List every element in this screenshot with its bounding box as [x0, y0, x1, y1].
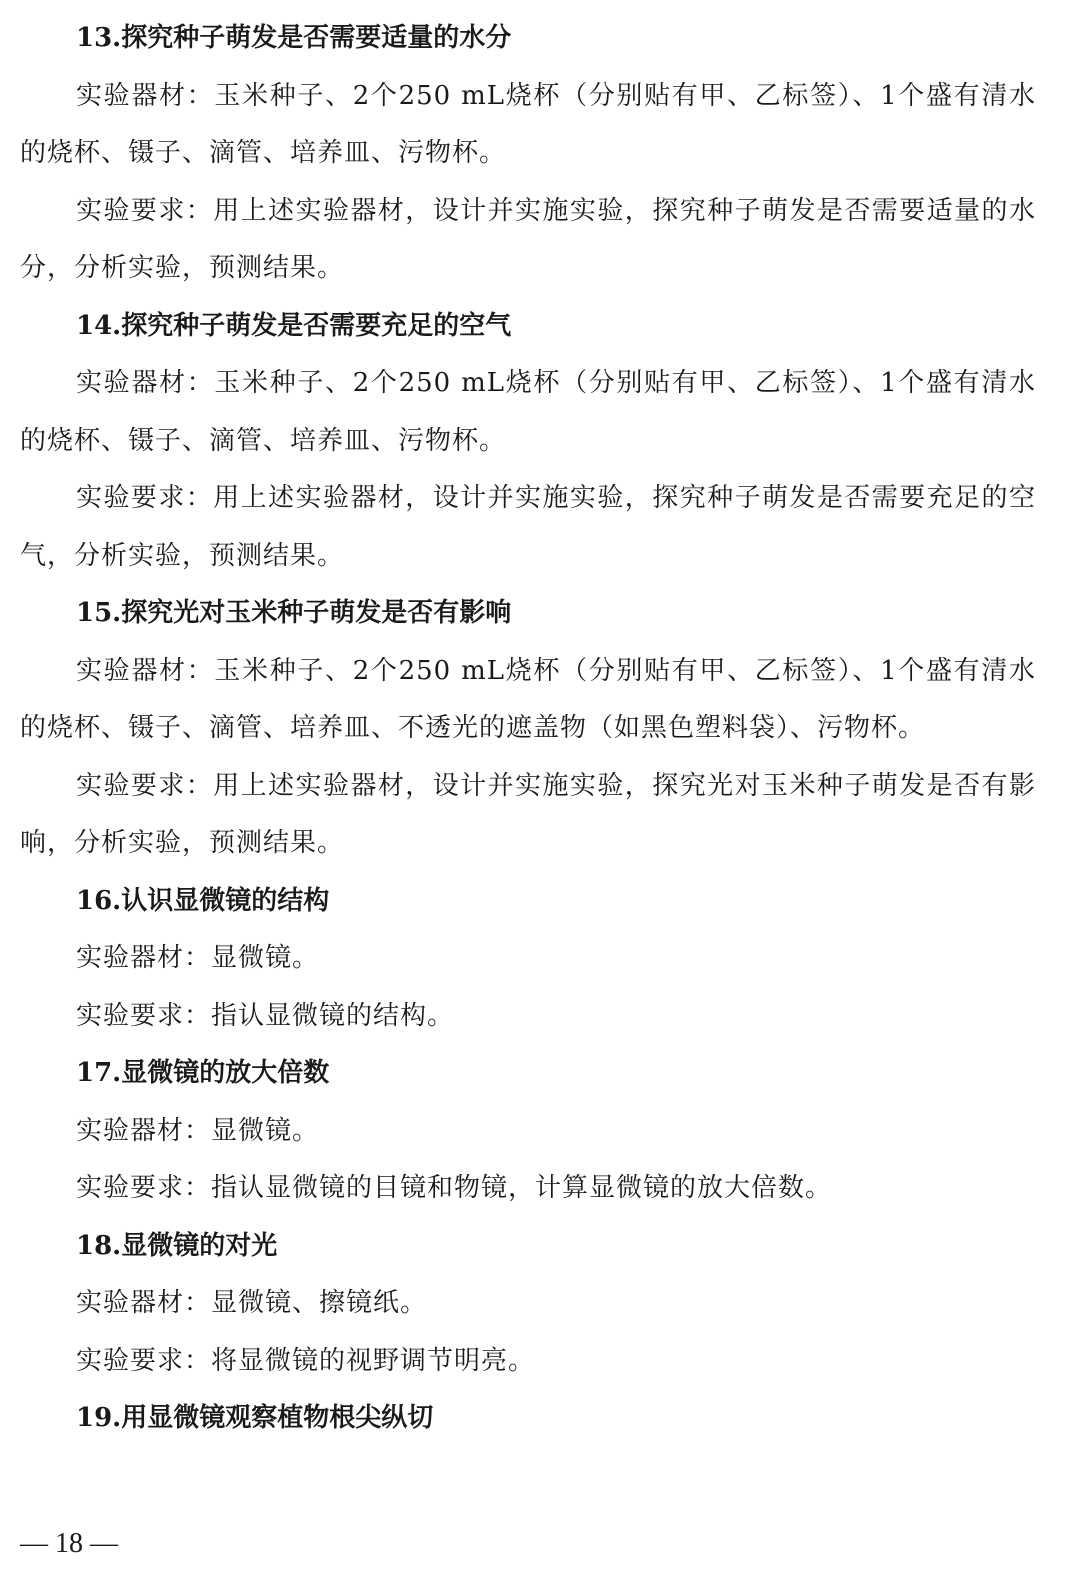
materials-paragraph — [20, 1275, 1036, 1333]
materials-text: 玉米种子、2个250 mL烧杯（分别贴有甲、乙标签）、1个盛有清水的烧杯、镊子、滴管、培养皿、污物杯。 — [20, 368, 1036, 456]
materials-paragraph — [20, 643, 1036, 758]
experiment-section-15 — [20, 585, 1036, 873]
materials-text: 显微镜。 — [211, 943, 320, 973]
materials-text: 玉米种子、2个250 mL烧杯（分别贴有甲、乙标签）、1个盛有清水的烧杯、镊子、滴管、培养皿、污物杯。 — [20, 80, 1036, 168]
requirements-paragraph — [20, 1160, 1036, 1218]
materials-text: 显微镜。 — [211, 1115, 320, 1146]
requirements-label: 实验要求： — [76, 483, 214, 513]
experiment-section-18 — [20, 1218, 1036, 1391]
materials-paragraph — [20, 68, 1036, 183]
materials-label: 实验器材： — [76, 655, 215, 686]
requirements-label: 实验要求： — [76, 770, 214, 801]
requirements-label: 实验要求： — [76, 1173, 212, 1203]
experiment-section-13 — [20, 10, 1036, 298]
requirements-text: 用上述实验器材，设计并实施实验，探究种子萌发是否需要适量的水分，分析实验，预测结果。 — [20, 195, 1036, 283]
experiment-section-16 — [20, 873, 1036, 1046]
requirements-text: 用上述实验器材，设计并实施实验，探究种子萌发是否需要充足的空气，分析实验，预测结果。 — [20, 483, 1036, 571]
requirements-paragraph — [20, 988, 1036, 1046]
section-heading: 18.显微镜的对光 — [76, 1230, 278, 1261]
section-heading: 16.认识显微镜的结构 — [76, 885, 330, 916]
experiment-section-19 — [20, 1390, 1036, 1448]
requirements-text: 指认显微镜的目镜和物镜，计算显微镜的放大倍数。 — [211, 1173, 833, 1203]
requirements-paragraph — [20, 1333, 1036, 1391]
materials-label: 实验器材： — [76, 943, 212, 973]
section-heading: 13.探究种子萌发是否需要适量的水分 — [76, 23, 512, 53]
section-heading: 17.显微镜的放大倍数 — [76, 1058, 330, 1088]
materials-label: 实验器材： — [76, 80, 215, 111]
section-heading: 19.用显微镜观察植物根尖纵切 — [76, 1403, 434, 1433]
requirements-paragraph — [20, 470, 1036, 585]
page-number: — 18 — — [20, 1528, 118, 1559]
materials-label: 实验器材： — [76, 1288, 212, 1318]
section-heading: 15.探究光对玉米种子萌发是否有影响 — [76, 598, 512, 628]
materials-paragraph — [20, 1103, 1036, 1161]
page-content — [20, 10, 1036, 1448]
requirements-paragraph — [20, 758, 1036, 873]
requirements-text: 指认显微镜的结构。 — [211, 1000, 455, 1031]
materials-label: 实验器材： — [76, 368, 215, 398]
materials-text: 玉米种子、2个250 mL烧杯（分别贴有甲、乙标签）、1个盛有清水的烧杯、镊子、滴管、培养皿、不透光的遮盖物（如黑色塑料袋）、污物杯。 — [20, 655, 1036, 743]
materials-text: 显微镜、擦镜纸。 — [211, 1288, 428, 1318]
requirements-label: 实验要求： — [76, 195, 214, 226]
experiment-section-17 — [20, 1045, 1036, 1218]
materials-paragraph — [20, 930, 1036, 988]
materials-paragraph — [20, 355, 1036, 470]
experiment-section-14 — [20, 298, 1036, 586]
requirements-label: 实验要求： — [76, 1000, 212, 1031]
section-heading: 14.探究种子萌发是否需要充足的空气 — [76, 310, 512, 341]
materials-label: 实验器材： — [76, 1115, 212, 1146]
requirements-label: 实验要求： — [76, 1345, 212, 1376]
requirements-paragraph — [20, 183, 1036, 298]
requirements-text: 将显微镜的视野调节明亮。 — [211, 1345, 536, 1376]
requirements-text: 用上述实验器材，设计并实施实验，探究光对玉米种子萌发是否有影响，分析实验，预测结果。 — [20, 770, 1036, 858]
